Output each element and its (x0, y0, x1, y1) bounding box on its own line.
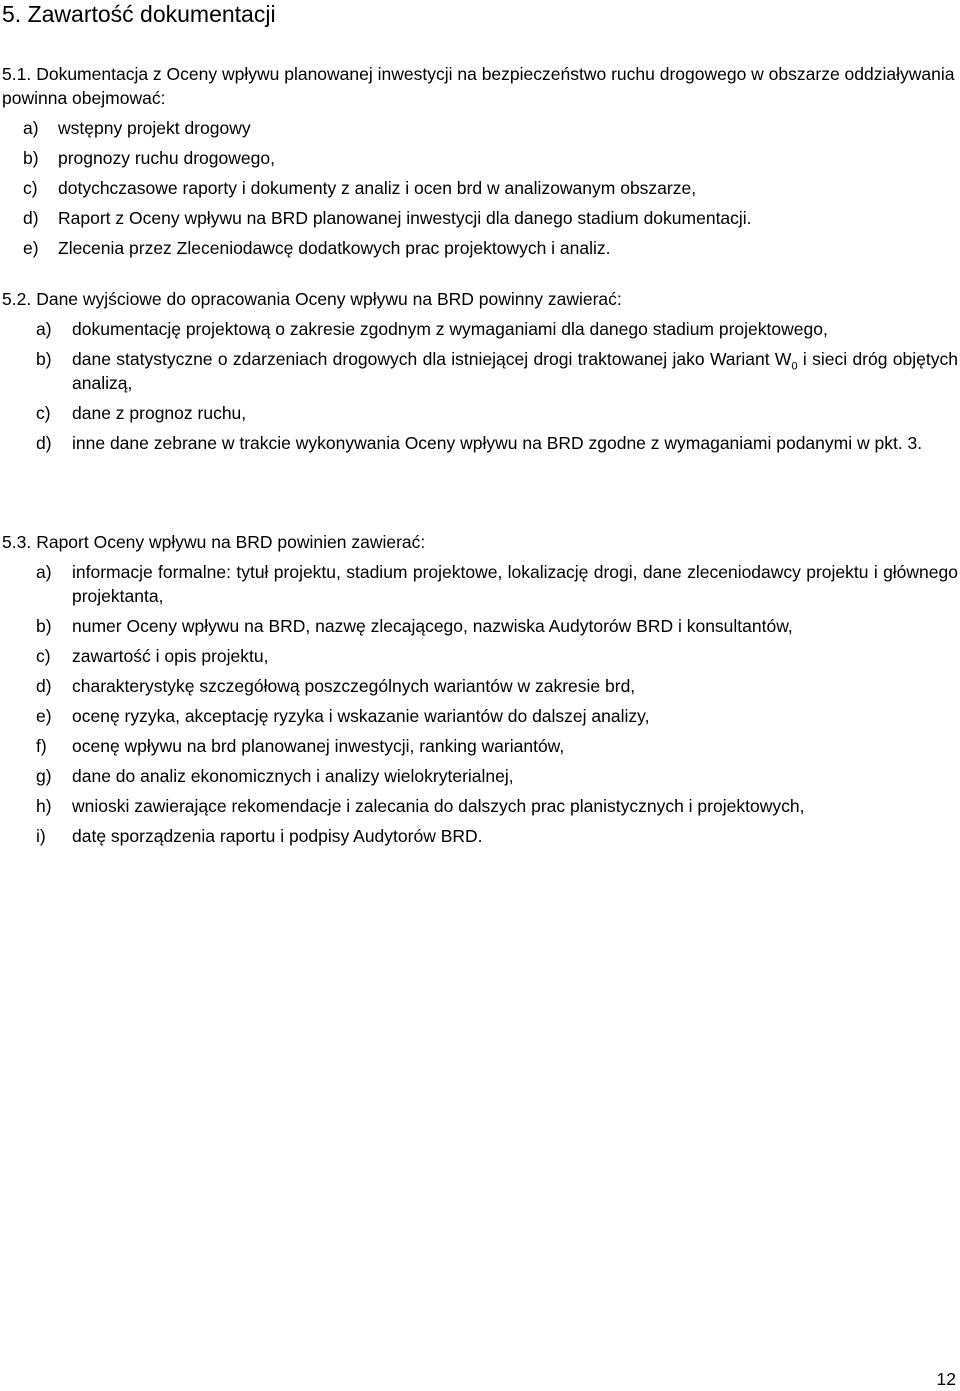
list-item-text: zawartość i opis projektu, (72, 646, 269, 666)
list-letter: e) (23, 238, 39, 258)
list-letter: d) (23, 208, 39, 228)
section-heading: 5. Zawartość dokumentacji (2, 1, 276, 27)
list-item (2, 560, 958, 608)
list-item-text: ocenę ryzyka, akceptację ryzyka i wskazanie wariantów do dalszej analizy, (72, 706, 650, 726)
subscript: 0 (791, 360, 798, 373)
list-item (2, 824, 958, 848)
list-item-text: dane do analiz ekonomicznych i analizy wielokryterialnej, (72, 766, 514, 786)
list-item-text: dotychczasowe raporty i dokumenty z analiz i ocen brd w analizowanym obszarze, (58, 178, 697, 198)
list-letter: a) (36, 319, 52, 339)
list-item-text: dokumentację projektową o zakresie zgodnym z wymaganiami dla danego stadium projektowego, (72, 319, 828, 339)
list-letter: c) (36, 403, 51, 423)
list-item-text-continued: i sieci dróg objętych analizą, (72, 349, 958, 393)
list-item-text: charakterystykę szczegółową poszczególnych wariantów w zakresie brd, (72, 676, 636, 696)
list-item (2, 704, 958, 728)
list-item (2, 317, 958, 341)
paragraph-5-2-intro (2, 287, 958, 311)
list-item-text: dane z prognoz ruchu, (72, 403, 247, 423)
section-5-1 (2, 62, 958, 260)
list-item (2, 794, 958, 818)
list-item (2, 176, 958, 200)
list-letter: c) (36, 646, 51, 666)
list-letter: d) (36, 676, 52, 696)
list-item-text: wnioski zawierające rekomendacje i zalecania do dalszych prac planistycznych i projektowych, (72, 796, 805, 816)
list-letter: b) (23, 148, 39, 168)
list-item (2, 116, 958, 140)
list-item (2, 674, 958, 698)
list-item (2, 347, 958, 395)
paragraph-number: 5.2. (2, 289, 32, 309)
list-letter: g) (36, 766, 52, 786)
page-number: 12 (936, 1369, 956, 1389)
list-letter: b) (36, 616, 52, 636)
list-letter: a) (36, 562, 52, 582)
paragraph-number: 5.1. (2, 64, 32, 84)
list-item (2, 236, 958, 260)
list-letter: i) (36, 826, 46, 846)
paragraph-5-3-intro (2, 530, 958, 554)
section-5-2 (2, 287, 958, 455)
list-item (2, 734, 958, 758)
list-letter: h) (36, 796, 52, 816)
list-letter: d) (36, 433, 52, 453)
list-item (2, 764, 958, 788)
paragraph-text: Dane wyjściowe do opracowania Oceny wpływu na BRD powinny zawierać: (36, 289, 622, 309)
list-item-text: dane statystyczne o zdarzeniach drogowych dla istniejącej drogi traktowanej jako Wariant W (72, 349, 792, 369)
paragraph-5-1-intro (2, 62, 958, 110)
list-item (2, 206, 958, 230)
list-letter: b) (36, 349, 52, 369)
list-item-text: inne dane zebrane w trakcie wykonywania Oceny wpływu na BRD zgodne z wymaganiami podanymi w pkt. 3. (72, 433, 923, 453)
list-item (2, 146, 958, 170)
list-letter: a) (23, 118, 39, 138)
list-item (2, 644, 958, 668)
list-item-text: ocenę wpływu na brd planowanej inwestycji, ranking wariantów, (72, 736, 565, 756)
list-item-text: informacje formalne: tytuł projektu, stadium projektowe, lokalizację drogi, dane zleceniodawcy projektu i głównego projektanta, (72, 562, 958, 606)
list-item-text: numer Oceny wpływu na BRD, nazwę zlecającego, nazwiska Audytorów BRD i konsultantów, (72, 616, 793, 636)
list-item (2, 614, 958, 638)
list-letter: c) (23, 178, 38, 198)
list-item-text: Raport z Oceny wpływu na BRD planowanej inwestycji dla danego stadium dokumentacji. (58, 208, 752, 228)
list-letter: e) (36, 706, 52, 726)
paragraph-number: 5.3. (2, 532, 32, 552)
paragraph-text: Dokumentacja z Oceny wpływu planowanej inwestycji na bezpieczeństwo ruchu drogowego w obszarze oddziaływania powinna obejmować: (2, 64, 955, 108)
list-item-text: datę sporządzenia raportu i podpisy Audytorów BRD. (72, 826, 483, 846)
list-item (2, 401, 958, 425)
list-letter: f) (36, 736, 47, 756)
list-item-text: Zlecenia przez Zleceniodawcę dodatkowych prac projektowych i analiz. (58, 238, 611, 258)
list-5-1 (2, 116, 958, 260)
list-item (2, 431, 958, 455)
list-5-3 (2, 560, 958, 848)
list-5-2 (2, 317, 958, 455)
section-5-3 (2, 530, 958, 848)
paragraph-text: Raport Oceny wpływu na BRD powinien zawierać: (36, 532, 426, 552)
list-item-text: wstępny projekt drogowy (58, 118, 251, 138)
list-item-text: prognozy ruchu drogowego, (58, 148, 275, 168)
